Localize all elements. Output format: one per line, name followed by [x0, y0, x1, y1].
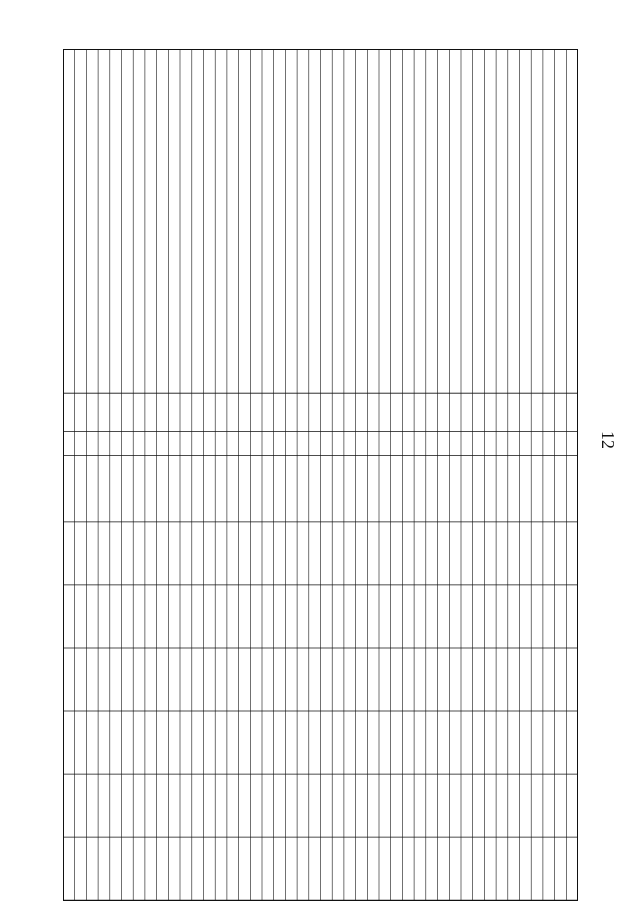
rotated-budget-table: [63, 49, 578, 901]
page-number: 12: [598, 431, 618, 449]
table-grid: [63, 49, 578, 901]
table-row-lines: [75, 49, 567, 901]
